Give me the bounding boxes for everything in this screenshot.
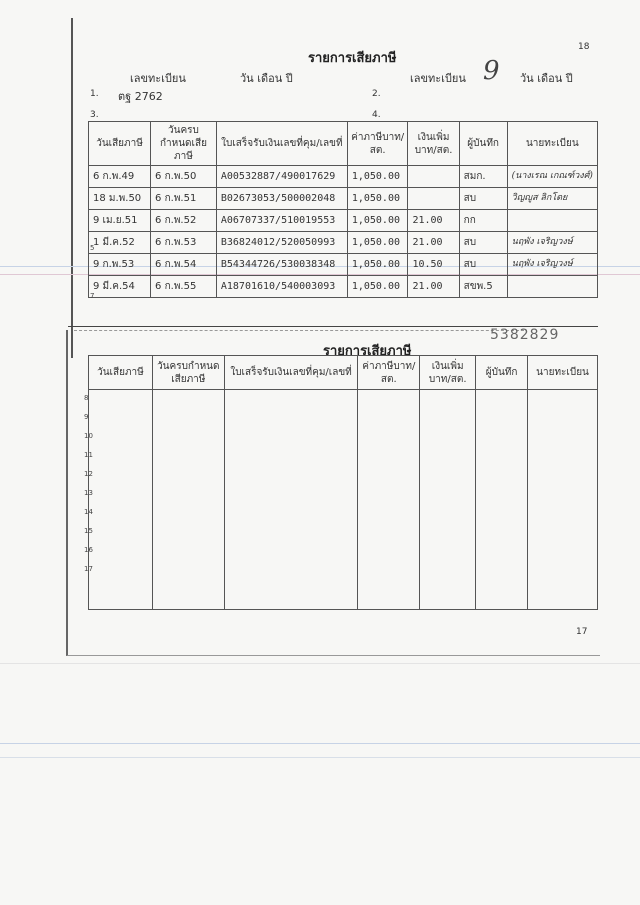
- lower-row-number: 15: [84, 527, 93, 535]
- col-due-date: วันครบกำหนดเสียภาษี: [151, 122, 217, 166]
- receipt-number: A18701610/540003093: [216, 276, 347, 298]
- row-index-5: 5: [90, 244, 95, 252]
- col-tax: ค่าภาษีบาท/สต.: [347, 122, 408, 166]
- receipt-number: B54344726/530038348: [216, 254, 347, 276]
- paid-date: 1 มี.ค.52: [89, 232, 151, 254]
- lower-row-number: 11: [84, 451, 93, 459]
- due-date: 6 ก.พ.53: [151, 232, 217, 254]
- lower-col-due-date: วันครบกำหนดเสียภาษี: [152, 356, 224, 390]
- lower-row-number: 12: [84, 470, 93, 478]
- lower-col-registrar: นายทะเบียน: [528, 356, 598, 390]
- receipt-number: A06707337/510019553: [216, 210, 347, 232]
- recorder: สมก.: [459, 166, 507, 188]
- table-row: [89, 254, 598, 276]
- surcharge-amount: 21.00: [408, 210, 459, 232]
- table-row: [89, 166, 598, 188]
- table-row: [89, 188, 598, 210]
- col-paid-date: วันเสียภาษี: [89, 122, 151, 166]
- scan-streak: [0, 663, 640, 664]
- col-surcharge: เงินเพิ่มบาท/สต.: [408, 122, 459, 166]
- due-date: 6 ก.พ.54: [151, 254, 217, 276]
- registrar-signature: วิญญูส ลิกโดย: [507, 188, 597, 210]
- tax-amount: 1,050.00: [347, 166, 408, 188]
- lower-col-surcharge: เงินเพิ่มบาท/สต.: [420, 356, 476, 390]
- table-row: [89, 210, 598, 232]
- lower-row-number: 8: [84, 394, 89, 402]
- recorder: สบ: [459, 254, 507, 276]
- surcharge-amount: 21.00: [408, 276, 459, 298]
- page-title: รายการเสียภาษี: [308, 51, 397, 66]
- lower-tax-table: [88, 355, 598, 610]
- lower-col-recorder: ผู้บันทึก: [476, 356, 528, 390]
- lower-row-number: 16: [84, 546, 93, 554]
- table-row: [89, 276, 598, 298]
- due-date: 6 ก.พ.51: [151, 188, 217, 210]
- reg-3-number: 3.: [90, 110, 99, 120]
- receipt-number: B36824012/520050993: [216, 232, 347, 254]
- surcharge-amount: [408, 166, 459, 188]
- due-date: 6 ก.พ.50: [151, 166, 217, 188]
- reg-4-number: 4.: [372, 110, 381, 120]
- lower-row-number: 10: [84, 432, 93, 440]
- recorder: สบ: [459, 232, 507, 254]
- lower-title: รายการเสียภาษี: [323, 344, 412, 359]
- table-row: [89, 232, 598, 254]
- recorder: สบ: [459, 188, 507, 210]
- left-margin-line: [71, 18, 73, 358]
- tax-amount: 1,050.00: [347, 210, 408, 232]
- left-date-label: วัน เดือน ปี: [240, 72, 293, 85]
- receipt-number: A00532887/490017629: [216, 166, 347, 188]
- tax-amount: 1,050.00: [347, 254, 408, 276]
- registrar-signature: นฤพัง เจริญวงษ์: [507, 232, 597, 254]
- lower-row-number: 17: [84, 565, 93, 573]
- recorder: กก: [459, 210, 507, 232]
- lower-row-number: 9: [84, 413, 89, 421]
- paid-date: 9 ก.พ.53: [89, 254, 151, 276]
- row-index-7: 7: [90, 292, 95, 300]
- paid-date: 9 มี.ค.54: [89, 276, 151, 298]
- reg-2-number: 2.: [372, 89, 381, 99]
- right-date-label: วัน เดือน ปี: [520, 72, 573, 85]
- tax-amount: 1,050.00: [347, 276, 408, 298]
- right-registration-label: เลขทะเบียน: [410, 72, 466, 85]
- lower-header-row: [89, 356, 598, 390]
- scan-streak: [0, 757, 640, 758]
- surcharge-amount: 21.00: [408, 232, 459, 254]
- page-number-bottom: 17: [576, 627, 588, 637]
- table-header-row: [89, 122, 598, 166]
- serial-fragment: 5382829: [490, 327, 560, 343]
- tax-table: [88, 121, 598, 298]
- lower-row-number: 13: [84, 489, 93, 497]
- registrar-signature: (นางเรณ เกณฑ์วงศ์): [507, 166, 597, 188]
- lower-col-tax: ค่าภาษีบาท/สต.: [358, 356, 420, 390]
- registrar-signature: [507, 276, 597, 298]
- scan-streak: [0, 743, 640, 744]
- lower-blank-row: [89, 390, 598, 610]
- receipt-number: B02673053/500002048: [216, 188, 347, 210]
- reg-1-value: ตฐ 2762: [118, 90, 163, 103]
- recorder: สขพ.5: [459, 276, 507, 298]
- due-date: 6 ก.พ.52: [151, 210, 217, 232]
- due-date: 6 ก.พ.55: [151, 276, 217, 298]
- paid-date: 18 ม.พ.50: [89, 188, 151, 210]
- tax-amount: 1,050.00: [347, 232, 408, 254]
- registrar-signature: [507, 210, 597, 232]
- paid-date: 6 ก.พ.49: [89, 166, 151, 188]
- col-receipt: ใบเสร็จรับเงินเลขที่คุม/เลขที่: [216, 122, 347, 166]
- surcharge-amount: [408, 188, 459, 210]
- reg-1-number: 1.: [90, 89, 99, 99]
- lower-row-number: 14: [84, 508, 93, 516]
- lower-col-paid-date: วันเสียภาษี: [89, 356, 153, 390]
- col-registrar: นายทะเบียน: [507, 122, 597, 166]
- page-number-top: 18: [578, 42, 590, 52]
- tax-amount: 1,050.00: [347, 188, 408, 210]
- surcharge-amount: 10.50: [408, 254, 459, 276]
- paid-date: 9 เม.ย.51: [89, 210, 151, 232]
- left-registration-label: เลขทะเบียน: [130, 72, 186, 85]
- lower-col-receipt: ใบเสร็จรับเงินเลขที่คุม/เลขที่: [224, 356, 358, 390]
- col-recorder: ผู้บันทึก: [459, 122, 507, 166]
- registrar-signature: นฤพัง เจริญวงษ์: [507, 254, 597, 276]
- handwritten-nine: 9: [483, 56, 500, 86]
